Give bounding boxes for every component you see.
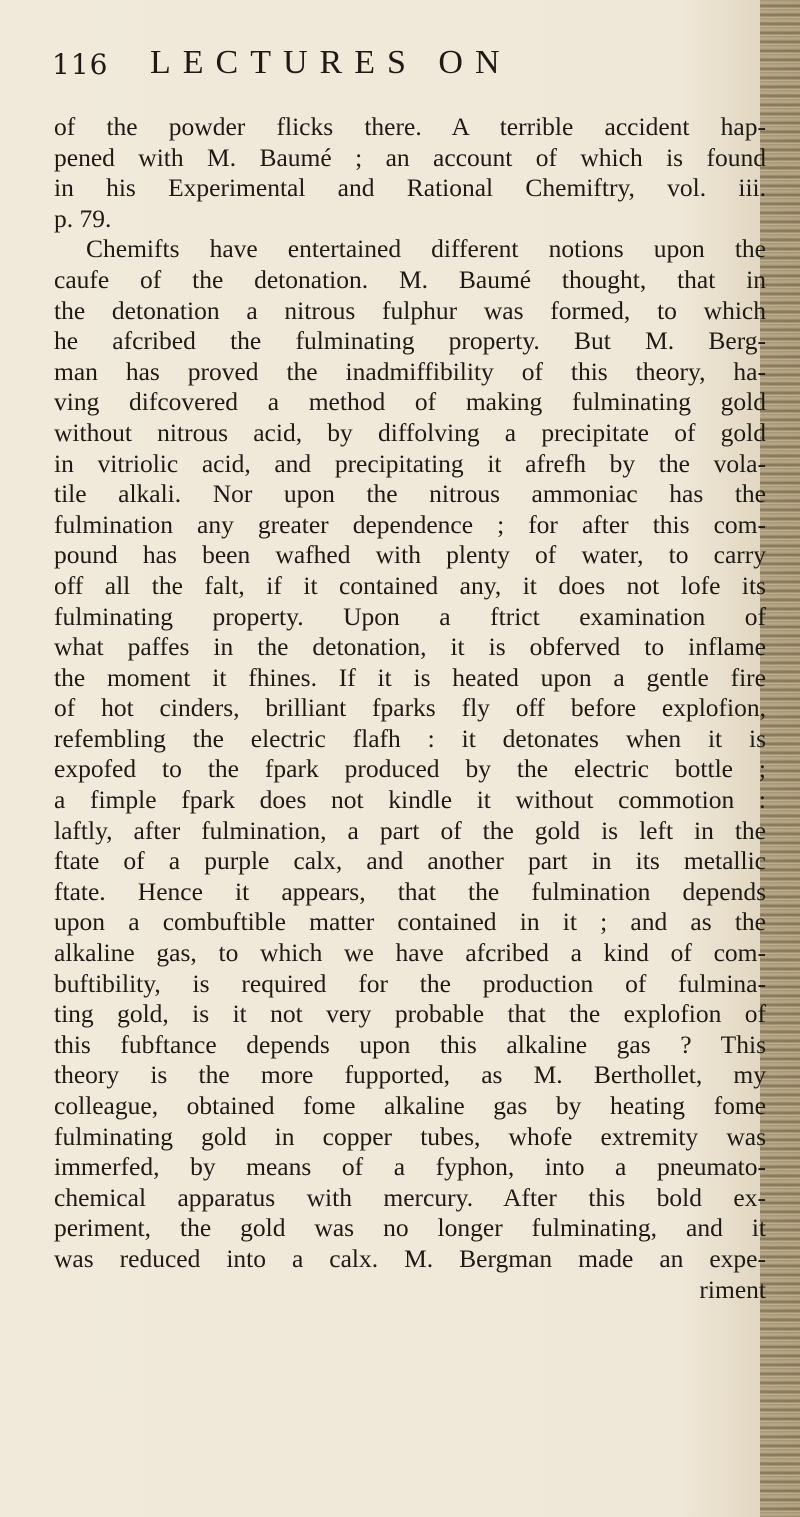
- text-line: was reduced into a calx. M. Bergman made an expe-: [54, 1243, 766, 1273]
- text-line: laftly, after fulmination, a part of the gold is left in the: [54, 815, 766, 845]
- text-line: caufe of the detonation. M. Baumé thought, that in: [54, 264, 766, 294]
- catchword: riment: [699, 1274, 766, 1304]
- text-line: without nitrous acid, by diffolving a precipitate of gold: [54, 417, 766, 447]
- page-number: 116: [52, 48, 109, 81]
- text-line: of the powder flicks there. A terrible accident hap-: [54, 112, 766, 141]
- text-line: fulmination any greater dependence ; for after this com-: [54, 509, 766, 539]
- text-line: chemical apparatus with mercury. After this bold ex-: [54, 1182, 766, 1212]
- text-line: a fimple fpark does not kindle it without commotion :: [54, 785, 766, 815]
- text-line: Chemifts have entertained different notions upon the: [86, 234, 766, 264]
- text-line: periment, the gold was no longer fulminating, and it: [54, 1213, 766, 1243]
- text-line: ftate of a purple calx, and another part in its metallic: [54, 846, 766, 876]
- text-line: in his Experimental and Rational Chemiftry, vol. iii.: [54, 173, 766, 203]
- text-line: the moment it fhines. If it is heated upon a gentle fire: [54, 662, 766, 692]
- text-line: alkaline gas, to which we have afcribed a kind of com-: [54, 938, 766, 968]
- text-line: what paffes in the detonation, it is obferved to inflame: [54, 632, 766, 662]
- text-line: ting gold, is it not very probable that the explofion of: [54, 999, 766, 1029]
- text-line: ftate. Hence it appears, that the fulmination depends: [54, 876, 766, 906]
- text-line: this fubftance depends upon this alkaline gas ? This: [54, 1029, 766, 1059]
- text-line: pound has been wafhed with plenty of water, to carry: [54, 540, 766, 570]
- page-header: [52, 44, 752, 88]
- text-line: ving difcovered a method of making fulminating gold: [54, 387, 766, 417]
- text-line: in vitriolic acid, and precipitating it afrefh by the vola-: [54, 448, 766, 478]
- text-line: pened with M. Baumé ; an account of which is found: [54, 142, 766, 172]
- text-line: fulminating gold in copper tubes, whofe extremity was: [54, 1121, 766, 1151]
- text-line: off all the falt, if it contained any, it does not lofe its: [54, 570, 766, 600]
- text-line: fulminating property. Upon a ftrict examination of: [54, 601, 766, 631]
- text-line: tile alkali. Nor upon the nitrous ammoniac has the: [54, 479, 766, 509]
- page-edge: [760, 0, 800, 1517]
- text-line: he afcribed the fulminating property. But M. Berg-: [54, 326, 766, 356]
- body-text: [54, 112, 766, 1305]
- text-line: buftibility, is required for the production of fulmina-: [54, 968, 766, 998]
- text-line: upon a combuftible matter contained in it ; and as the: [54, 907, 766, 937]
- text-line: colleague, obtained fome alkaline gas by heating fome: [54, 1091, 766, 1120]
- text-line: refembling the electric flafh : it detonates when it is: [54, 723, 766, 753]
- text-line: expofed to the fpark produced by the electric bottle ;: [54, 754, 766, 784]
- text-line: man has proved the inadmiffibility of this theory, ha-: [54, 356, 766, 386]
- text-line: of hot cinders, brilliant fparks fly off before explofion,: [54, 693, 766, 723]
- text-line: p. 79.: [54, 203, 112, 233]
- text-line: theory is the more fupported, as M. Berthollet, my: [54, 1060, 766, 1090]
- running-title: LECTURES ON: [150, 44, 512, 81]
- text-line: the detonation a nitrous fulphur was formed, to which: [54, 295, 766, 325]
- text-line: immerfed, by means of a fyphon, into a pneumato-: [54, 1152, 766, 1182]
